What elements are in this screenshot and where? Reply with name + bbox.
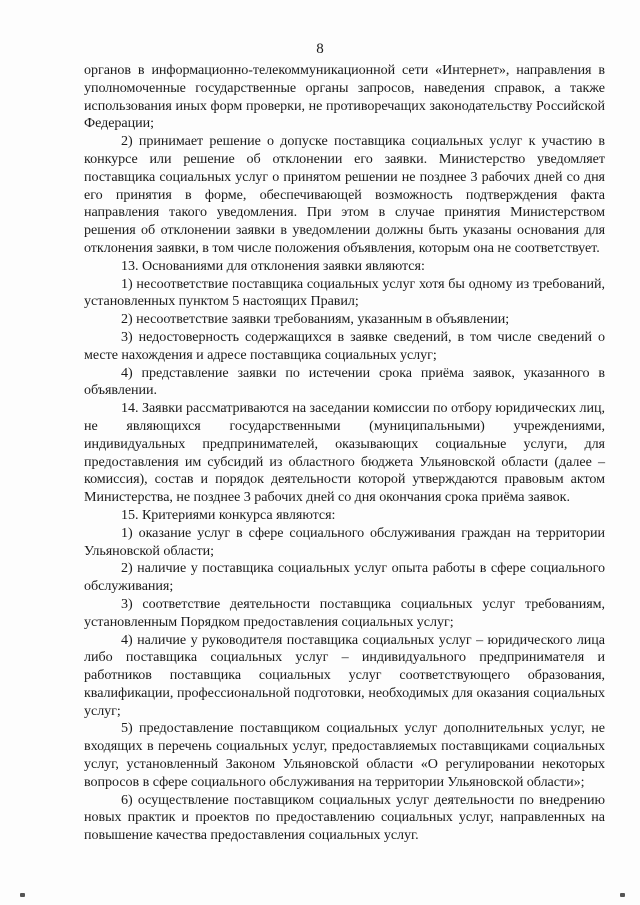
paragraph-13-item-2: 2) несоответствие заявки требованиям, указанным в объявлении; — [121, 311, 510, 328]
paragraph-13-heading: 13. Основаниями для отклонения заявки являются: — [121, 257, 425, 274]
paragraph-14: 14. Заявки рассматриваются на заседании комиссии по отбору юридических лиц, не являющихся государственными (муниципальными) учреждениями, индивидуальных предпринимателей, оказывающих социальные услуги, для предоставления им субсидий из областного бюджета Ульяновской области (далее – комиссия), состав и порядок деятельности которой утверждаются правовым актом Министерства, не позднее 3 рабочих дней со дня окончания срока приёма заявок. — [84, 400, 605, 506]
paragraph-15-item-2: 2) наличие у поставщика социальных услуг опыта работы в сфере социального обслуживания; — [84, 560, 605, 595]
paragraph-15-item-6: 6) осуществление поставщиком социальных услуг деятельности по внедрению новых практик и проектов по предоставлению социальных услуг, направленных на повышение качества предоставления социальных услуг. — [84, 791, 605, 844]
scan-speck-mark — [620, 893, 625, 897]
page-number: 8 — [316, 41, 324, 57]
paragraph-item-2-decision: 2) принимает решение о допуске поставщика социальных услуг к участию в конкурсе или решение об отклонении его заявки. Министерство уведомляет поставщика социальных услуг о принятом решении не позднее 3 рабочих дней со дня его принятия в форме, обеспечивающей возможность подтверждения факта направления такого уведомления. При этом в случае принятия Министерством решения об отклонении заявки в уведомлении должны быть указаны основания для отклонения заявки, в том числе положения объявления, которым она не соответствует. — [84, 133, 605, 256]
document-body — [84, 62, 605, 845]
paragraph-13-item-1: 1) несоответствие поставщика социальных услуг хотя бы одному из требований, установленных пунктом 5 настоящих Правил; — [84, 275, 605, 310]
paragraph-15-item-4: 4) наличие у руководителя поставщика социальных услуг – юридического лица либо поставщика социальных услуг – индивидуального предпринимателя и работников поставщика социальных услуг соответствующего образования, квалификации, профессиональной подготовки, необходимых для оказания социальных услуг; — [84, 631, 605, 719]
scan-speck-mark — [20, 893, 25, 897]
paragraph-15-item-3: 3) соответствие деятельности поставщика социальных услуг требованиям, установленным Порядком предоставления социальных услуг; — [84, 595, 605, 630]
paragraph-continuation: органов в информационно-телекоммуникационной сети «Интернет», направления в уполномоченные государственные органы запросов, наведения справок, а также использования иных форм проверки, не противоречащих законодательству Российской Федерации; — [84, 62, 605, 132]
paragraph-15-heading: 15. Критериями конкурса являются: — [121, 506, 336, 523]
paragraph-13-item-3: 3) недостоверность содержащихся в заявке сведений, в том числе сведений о месте нахождения и адресе поставщика социальных услуг; — [84, 328, 605, 363]
paragraph-15-item-1: 1) оказание услуг в сфере социального обслуживания граждан на территории Ульяновской области; — [84, 524, 605, 559]
paragraph-15-item-5: 5) предоставление поставщиком социальных услуг дополнительных услуг, не входящих в перечень социальных услуг, предоставляемых поставщиками социальных услуг, установленный Законом Ульяновской области «О регулировании некоторых вопросов в сфере социального обслуживания на территории Ульяновской области»; — [84, 720, 605, 790]
paragraph-13-item-4: 4) представление заявки по истечении срока приёма заявок, указанного в объявлении. — [84, 364, 605, 399]
